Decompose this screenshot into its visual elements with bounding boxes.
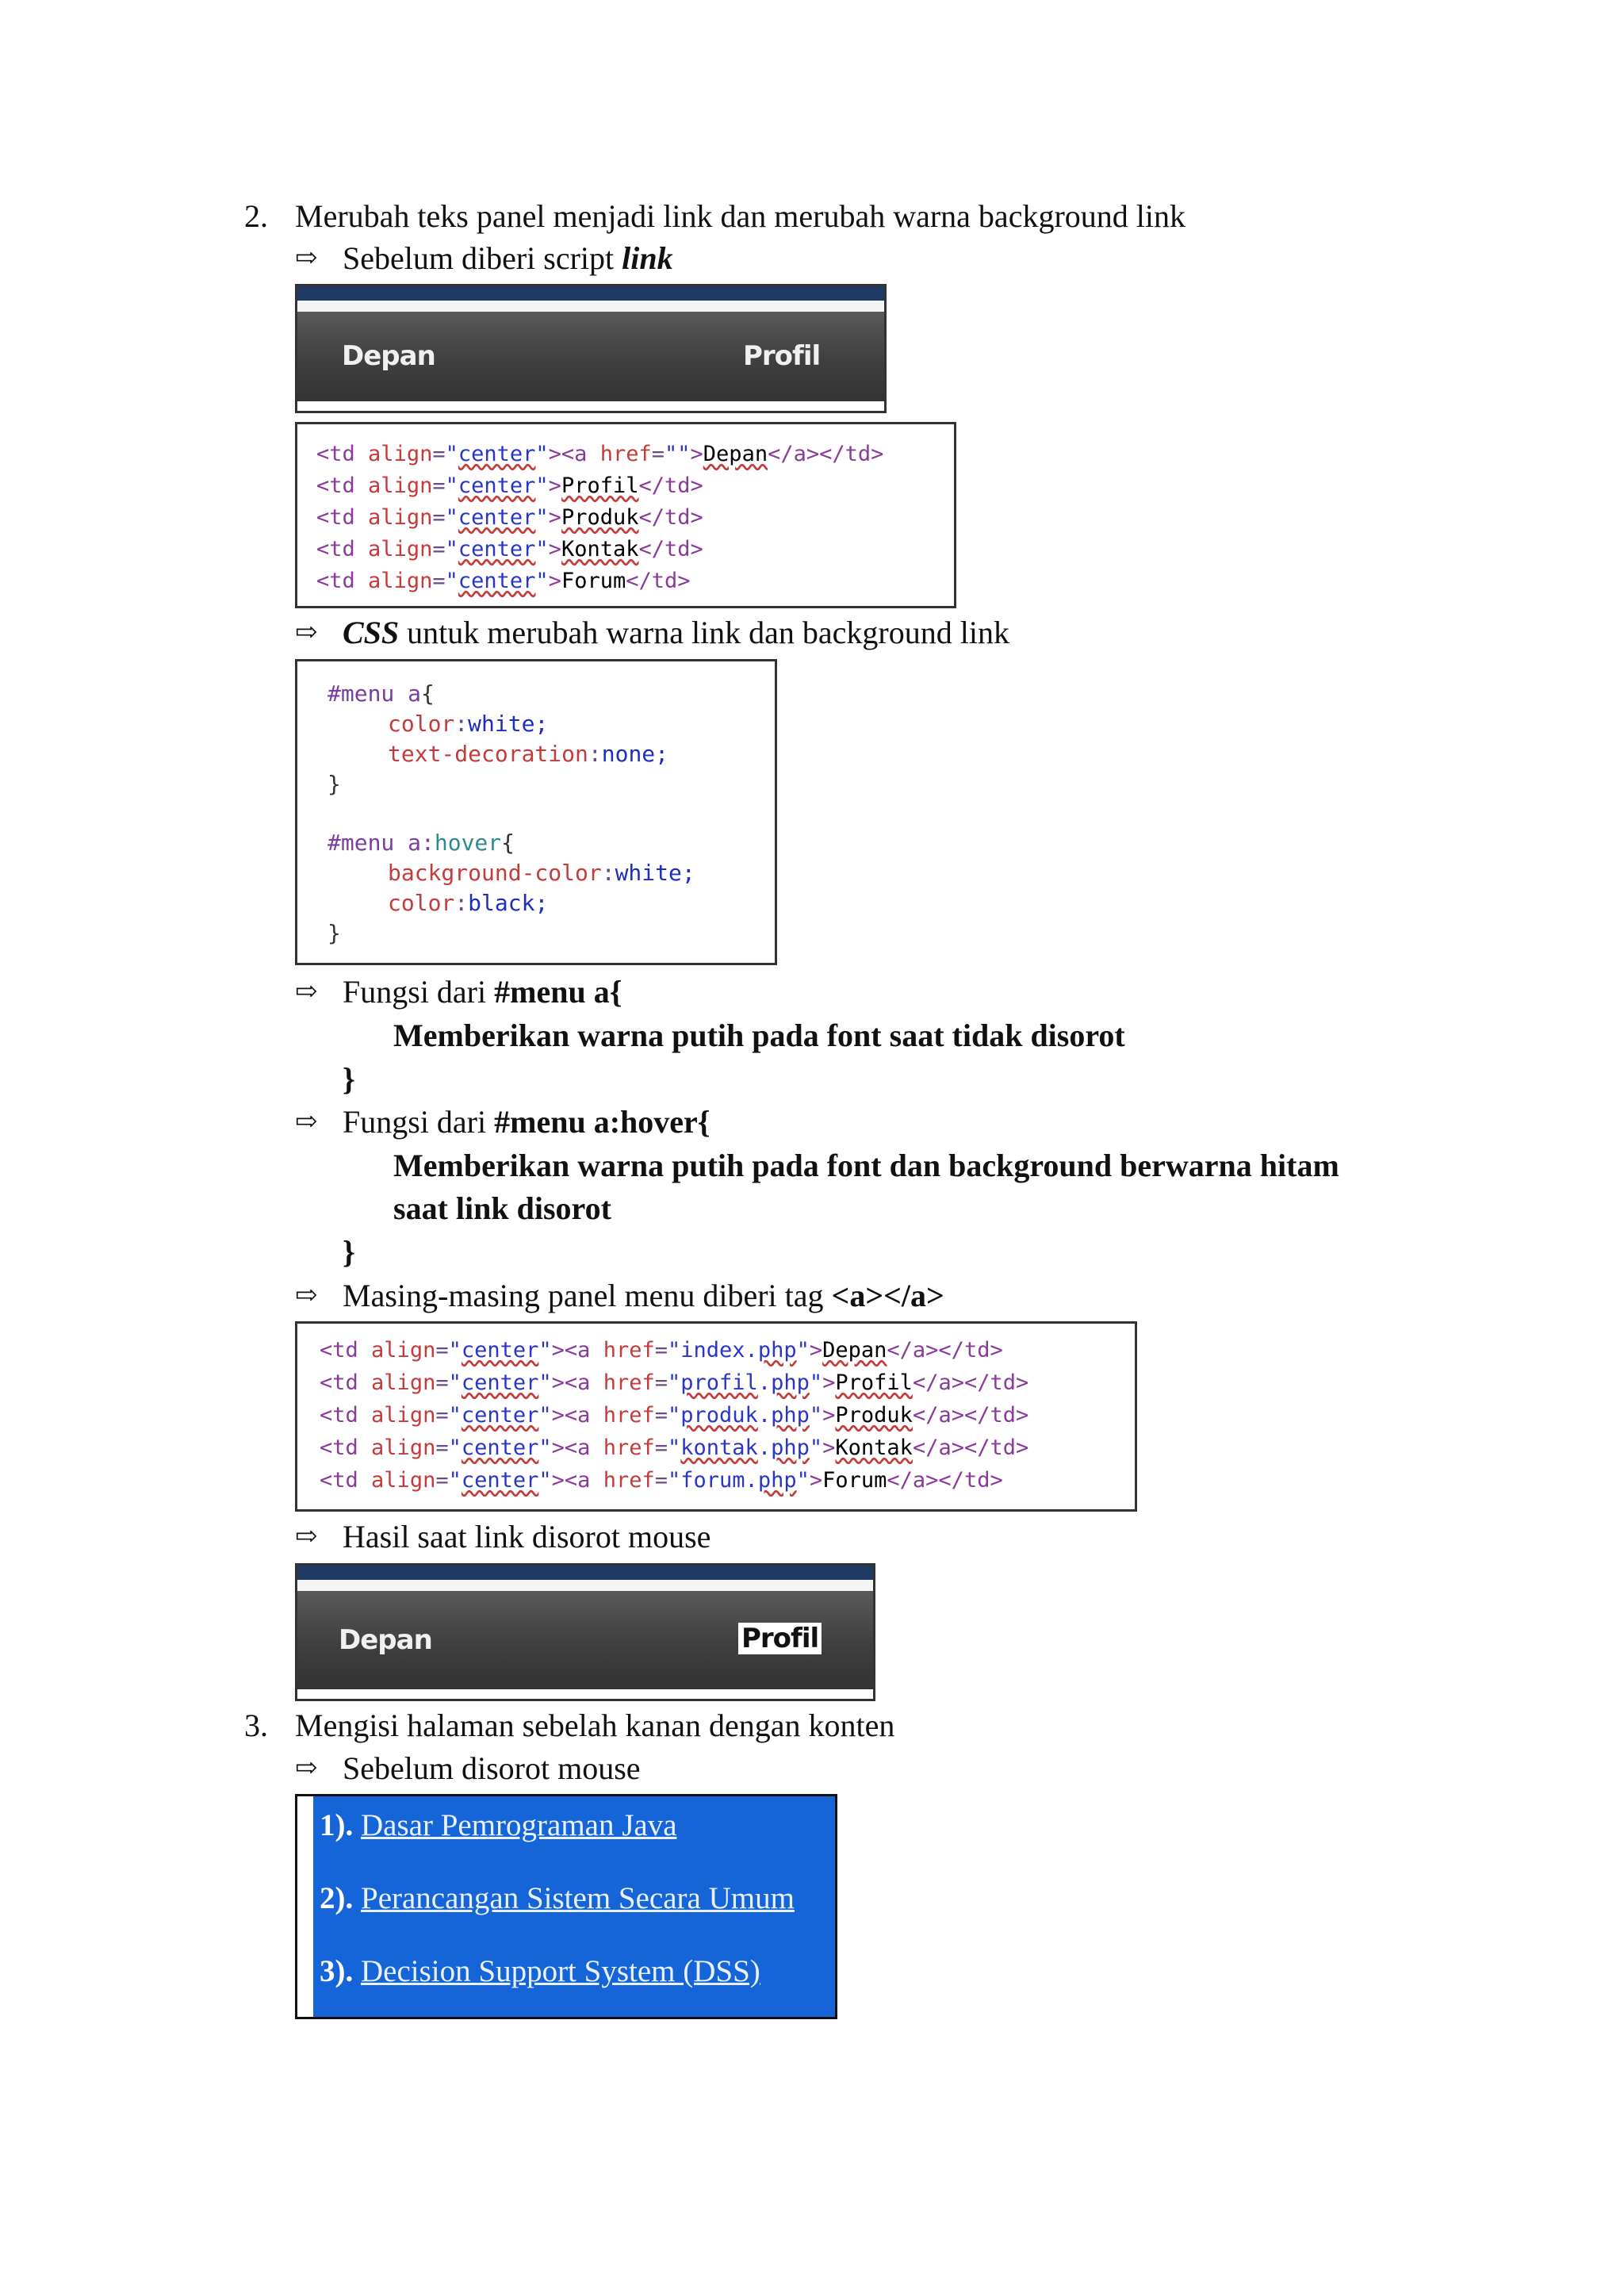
content-panel bbox=[295, 1794, 837, 2019]
css-line: #menu a:hover{ bbox=[327, 830, 515, 856]
code-line: <td align="center"><a href="forum.php">Forum</a></td> bbox=[320, 1468, 1003, 1493]
css-line: } bbox=[327, 771, 341, 797]
code-line: <td align="center">Produk</td> bbox=[316, 505, 703, 530]
section-3-title: Mengisi halaman sebelah kanan dengan konten bbox=[295, 1708, 895, 1743]
code-line: <td align="center">Kontak</td> bbox=[316, 537, 703, 562]
fungsi-hover-desc-1: Memberikan warna putih pada font dan background berwarna hitam bbox=[393, 1148, 1339, 1183]
menu-item-depan[interactable]: Depan bbox=[339, 1624, 432, 1656]
fungsi-menu-a-desc: Memberikan warna putih pada font saat tidak disorot bbox=[393, 1018, 1125, 1053]
code-block-td-after bbox=[295, 1321, 1137, 1512]
menu-screenshot-hover bbox=[295, 1563, 875, 1701]
content-link-item[interactable]: 2). Perancangan Sistem Secara Umum bbox=[320, 1881, 795, 1915]
code-line: <td align="center">Forum</td> bbox=[316, 569, 691, 593]
code-block-td-before bbox=[295, 422, 956, 608]
arrow-right-outline-icon: ⇨ bbox=[295, 1107, 318, 1137]
css-line: color:black; bbox=[388, 890, 549, 916]
css-line: } bbox=[327, 920, 341, 946]
panel-left-border bbox=[297, 1796, 313, 2017]
css-line: text-decoration:none; bbox=[388, 741, 669, 767]
fungsi-hover-desc-2: saat link disorot bbox=[393, 1190, 611, 1226]
arrow-right-outline-icon: ⇨ bbox=[295, 1754, 318, 1783]
code-line: <td align="center">Profil</td> bbox=[316, 473, 703, 498]
menu-header-strip bbox=[297, 1566, 873, 1580]
section-2-number: 2. bbox=[244, 198, 268, 234]
code-line: <td align="center"><a href="">Depan</a></td> bbox=[316, 442, 884, 466]
menu-header-strip bbox=[297, 286, 884, 301]
bullet-css: CSS untuk merubah warna link dan background link bbox=[343, 615, 1009, 650]
css-line: background-color:white; bbox=[388, 860, 695, 886]
content-link-item[interactable]: 1). Dasar Pemrograman Java bbox=[320, 1808, 677, 1842]
arrow-right-outline-icon: ⇨ bbox=[295, 618, 318, 647]
code-line: <td align="center"><a href="produk.php">Produk</a></td> bbox=[320, 1403, 1029, 1428]
arrow-right-outline-icon: ⇨ bbox=[295, 243, 318, 273]
arrow-right-outline-icon: ⇨ bbox=[295, 1281, 318, 1310]
code-line: <td align="center"><a href="index.php">Depan</a></td> bbox=[320, 1338, 1003, 1363]
arrow-right-outline-icon: ⇨ bbox=[295, 977, 318, 1006]
menu-item-depan[interactable]: Depan bbox=[342, 340, 435, 372]
arrow-right-outline-icon: ⇨ bbox=[295, 1522, 318, 1551]
bullet-fungsi-menu-a: Fungsi dari #menu a{ bbox=[343, 974, 622, 1010]
content-link-item[interactable]: 3). Decision Support System (DSS) bbox=[320, 1954, 760, 1988]
css-line: color:white; bbox=[388, 711, 549, 737]
bullet-hasil-disorot: Hasil saat link disorot mouse bbox=[343, 1519, 711, 1554]
code-line: <td align="center"><a href="kontak.php">Kontak</a></td> bbox=[320, 1435, 1029, 1460]
bullet-sebelum-script: Sebelum diberi script link bbox=[343, 240, 673, 276]
css-code-block bbox=[295, 659, 777, 965]
menu-item-profil[interactable]: Profil bbox=[743, 340, 821, 372]
closing-brace: } bbox=[343, 1061, 355, 1097]
closing-brace: } bbox=[343, 1234, 355, 1270]
bullet-fungsi-menu-a-hover: Fungsi dari #menu a:hover{ bbox=[343, 1104, 710, 1140]
bullet-sebelum-disorot: Sebelum disorot mouse bbox=[343, 1750, 641, 1786]
section-2-title: Merubah teks panel menjadi link dan merubah warna background link bbox=[295, 198, 1185, 234]
code-line: <td align="center"><a href="profil.php">Profil</a></td> bbox=[320, 1370, 1029, 1395]
menu-item-profil-hover[interactable]: Profil bbox=[738, 1623, 822, 1654]
menu-screenshot-before bbox=[295, 284, 887, 413]
bullet-tag-a: Masing-masing panel menu diberi tag <a></a> bbox=[343, 1278, 944, 1313]
section-3-number: 3. bbox=[244, 1708, 268, 1743]
css-line: #menu a{ bbox=[327, 680, 435, 707]
